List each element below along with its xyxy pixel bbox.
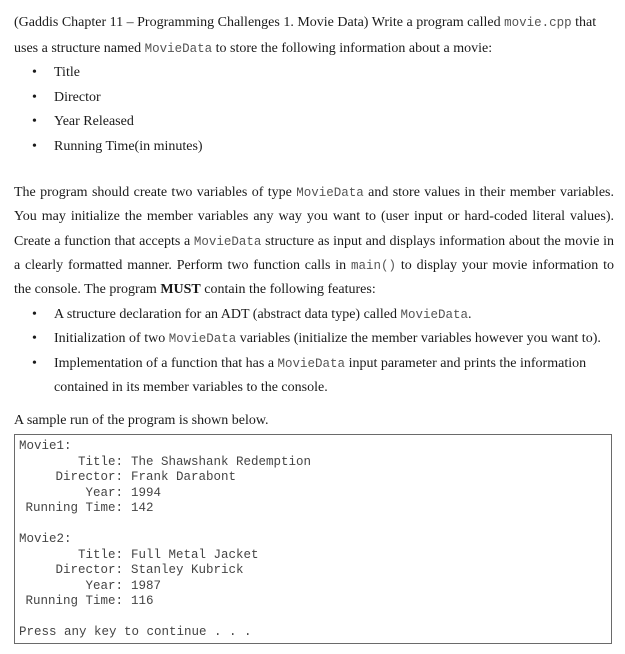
movie-info-list: [32, 61, 203, 160]
console-line: Running Time: 116: [25, 594, 154, 608]
console-movie1-header: Movie1:: [19, 439, 72, 453]
bullet-icon: •: [32, 139, 37, 155]
intro-text-3: to store the following information about a movie:: [212, 41, 493, 56]
console-line: Running Time: 142: [25, 501, 154, 515]
list-item: • Director: [54, 86, 203, 111]
console-line: Year: 1987: [85, 578, 162, 593]
intro-text-2: that uses a structure named: [14, 15, 597, 56]
sample-run-caption: A sample run of the program is shown below.: [14, 413, 269, 428]
intro-paragraph: [14, 10, 614, 62]
console-line: Title: Full Metal Jacket: [77, 547, 259, 562]
intro-text-1: (Gaddis Chapter 11 – Programming Challenges 1. Movie Data) Write a program called: [14, 15, 505, 30]
bullet-icon: •: [32, 114, 37, 130]
console-prompt: Press any key to continue . . .: [19, 625, 252, 639]
requirements-paragraph: The program should create two variables of type MovieData and store values in their member variables. You may initialize the member variables any way you want to (user input or hard-coded literal values). Create a function that accepts a MovieData structure as input and displays information about the movie in a clearly formatted manner. Perform two function calls in main() to display your movie information to the console. The program MUST contain the following features:: [14, 185, 614, 298]
bullet-icon: •: [32, 307, 37, 322]
bullet-icon: •: [32, 331, 37, 347]
bullet-icon: •: [32, 89, 37, 105]
console-line: Year: 1994: [85, 485, 162, 500]
console-blank-line: [19, 610, 311, 626]
list-item: • Initialization of two MovieData variables (initialize the member variables however you want to).: [54, 327, 614, 351]
bullet-icon: •: [32, 65, 37, 80]
console-line: Title: The Shawshank Redemption: [77, 454, 312, 469]
list-item: • Title: [54, 61, 203, 86]
console-output-box: [14, 434, 612, 644]
console-line: Director: Frank Darabont: [55, 470, 237, 484]
console-lines: [19, 439, 311, 641]
list-item: • Running Time(in minutes): [54, 135, 203, 160]
console-movie2-header: Movie2:: [19, 532, 72, 546]
features-list: [32, 303, 614, 400]
bullet-icon: •: [32, 355, 37, 371]
console-line: Director: Stanley Kubrick: [55, 563, 244, 577]
must-emphasis: MUST: [160, 282, 201, 298]
list-item: • Implementation of a function that has a MovieData input parameter and prints the information contained in its member variables to the console.: [54, 352, 614, 401]
console-blank-line: [19, 517, 311, 533]
intro-code-struct: MovieData: [144, 42, 213, 56]
list-item: • A structure declaration for an ADT (abstract data type) called MovieData.: [54, 303, 614, 327]
intro-code-filename: movie.cpp: [504, 16, 572, 30]
list-item: • Year Released: [54, 110, 203, 135]
